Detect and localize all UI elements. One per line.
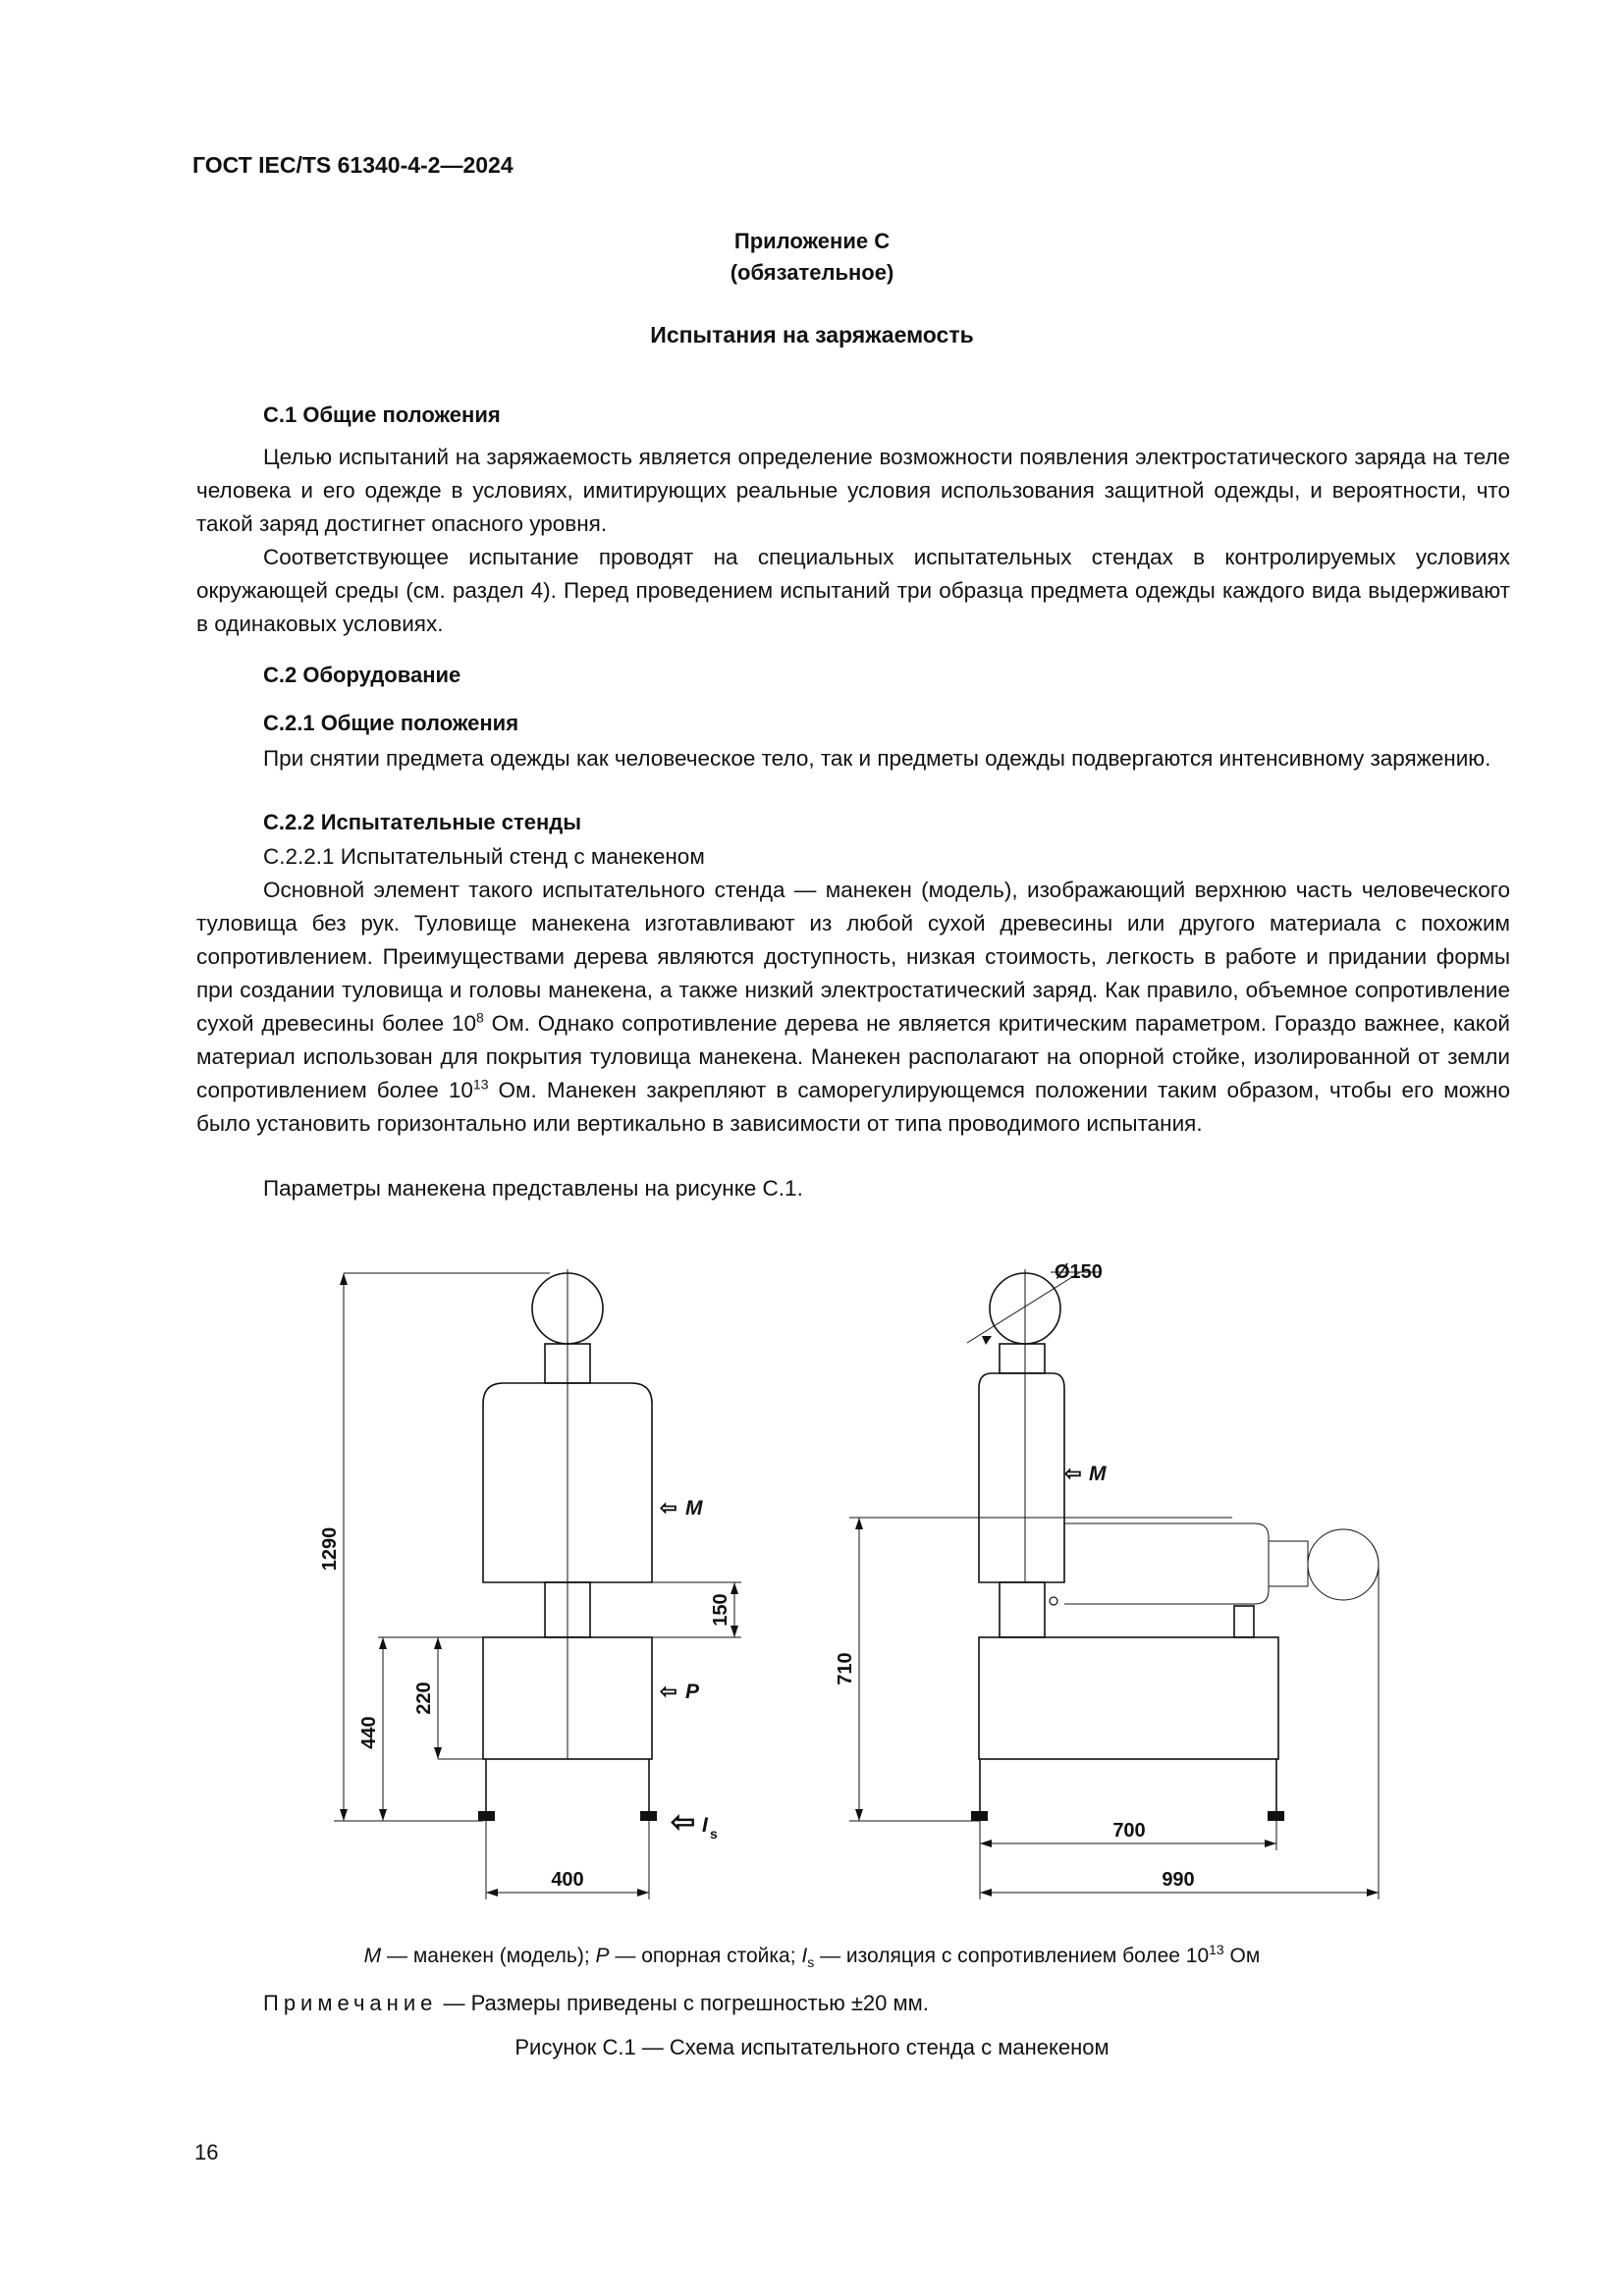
dim-220-label: 220 [413,1682,435,1715]
right-neck [1000,1344,1045,1373]
annex-status: (обязательное) [730,260,894,285]
page-number: 16 [194,2140,219,2164]
document-header: ГОСТ IEC/TS 61340-4-2—2024 [192,152,514,178]
paragraph-part-3: Ом. Манекен закрепляют в саморегулирующемся положении таким образом, чтобы его можно было установить горизонтально или вертикально в зависимости от типа проводимого испытания. [196,1078,1510,1136]
diameter-label: Ø150 [1055,1261,1103,1283]
figure-caption: Рисунок С.1 — Схема испытательного стенда с манекеном [514,2035,1110,2059]
arrowhead [340,1809,348,1821]
arrowhead [379,1637,387,1649]
label-is-arrow: ⇦ [671,1806,696,1839]
label-m-arrow-left: ⇦ [660,1497,677,1520]
label-i: I [702,1814,708,1837]
right-lower-neck [1000,1582,1045,1637]
paragraph-part-1: Основной элемент такого испытательного стенда — манекен (модель), изображающий верхнюю часть человеческого туловища без рук. Туловище манекена изготавливают из любой сухой древесины или другого материала с похожим сопротивлением. Преимуществами дерева являются доступность, низкая стоимость, легкость в работе и придании формы при создании туловища и головы манекена, а также низкий электростатический заряд. Как правило, объемное сопротивление сухой древесины более 10 [196,878,1510,1036]
arrowhead [980,1840,992,1847]
arrowhead [980,1889,992,1896]
arrowhead [637,1889,649,1896]
label-p-arrow: ⇦ [660,1681,677,1703]
right-foot-right [1268,1811,1284,1821]
label-m-left: M [685,1497,703,1520]
arrowhead [731,1626,738,1637]
dim-990-label: 990 [1162,1869,1195,1891]
c1-paragraph-2: Соответствующее испытание проводят на специальных испытательных стендах в контролируемых условиях окружающей среды (см. раздел 4). Перед проведением испытаний три образца предмета одежды каждого вида выдерживают в одинаковых условиях. [196,545,1510,636]
arrowhead [340,1273,348,1285]
arrowhead [1265,1840,1276,1847]
section-c1-heading: С.1 Общие положения [263,402,501,427]
arrowhead [855,1809,863,1821]
horizontal-head-outline [1308,1529,1379,1600]
right-horizontal-post [1234,1606,1254,1637]
section-c22-heading: С.2.2 Испытательные стенды [263,810,582,834]
horizontal-torso-outline [1064,1523,1269,1604]
legend-i-text: — изоляция с сопротивлением более 10 [814,1945,1210,1967]
dim-710-label: 710 [835,1652,856,1685]
note-text: — Размеры приведены с погрешностью ±20 мм. [437,1991,929,2015]
arrowhead [731,1582,738,1594]
pivot-point [1050,1597,1057,1605]
arrowhead [379,1809,387,1821]
arrowhead [434,1637,442,1649]
params-sentence: Параметры манекена представлены на рисунке С.1. [263,1176,803,1201]
annex-title: Приложение С [733,229,891,253]
horizontal-neck-outline [1269,1541,1308,1586]
legend-m: M [363,1945,382,1967]
label-s-subscript: s [710,1826,718,1842]
arrowhead [434,1747,442,1759]
c1-paragraph-1: Целью испытаний на заряжаемость является определение возможности появления электростатического заряда на теле человека и его одежде в условиях, имитирующих реальные условия использования защитной одежды, и вероятности, что такой заряд достигнет опасного уровня. [196,445,1510,536]
exponent-13: 13 [472,1076,489,1093]
exponent-8: 8 [476,1009,484,1026]
right-torso [979,1373,1064,1582]
figure-note [263,1991,929,2016]
arrowhead [982,1336,992,1345]
label-m-arrow-right: ⇦ [1064,1463,1082,1485]
legend-s: s [807,1954,815,1971]
label-p: P [685,1681,700,1703]
legend-p-text: — опорная стойка; [609,1945,802,1967]
section-c2-heading: С.2 Оборудование [263,663,461,687]
left-foot-left [478,1811,495,1821]
label-m-right: M [1089,1463,1107,1485]
right-foot-left [971,1811,988,1821]
arrowhead [855,1518,863,1529]
dim-400-label: 400 [551,1869,584,1891]
legend-exp: 13 [1209,1942,1224,1957]
legend-unit: Ом [1223,1945,1261,1967]
paragraph-part-2: Ом. Однако сопротивление дерева не является критическим параметром. Гораздо важнее, какой материал использован для покрытия туловища манекена. Манекен располагают на опорной стойке, изолированной от земли сопротивлением более 10 [196,1011,1510,1102]
legend-i: I [801,1945,808,1967]
legend-m-text: — манекен (модель); [381,1945,596,1967]
note-label: Примечание [263,1991,438,2015]
legend-p: P [595,1945,610,1967]
dim-700-label: 700 [1112,1820,1146,1842]
arrowhead [486,1889,498,1896]
main-title: Испытания на заряжаемость [650,322,974,347]
arrowhead [1367,1889,1379,1896]
section-c221-heading: С.2.2.1 Испытательный стенд с манекеном [263,844,705,869]
right-support-stand [979,1637,1278,1759]
section-c21-heading: С.2.1 Общие положения [263,711,519,735]
dim-150-label: 150 [710,1593,731,1627]
dim-440-label: 440 [358,1716,380,1749]
c21-paragraph: При снятии предмета одежды как человеческое тело, так и предметы одежды подвергаются интенсивному заряжению. [263,746,1491,771]
dim-1290-label: 1290 [319,1526,341,1572]
figure-legend [0,1942,1624,1971]
left-foot-right [640,1811,657,1821]
